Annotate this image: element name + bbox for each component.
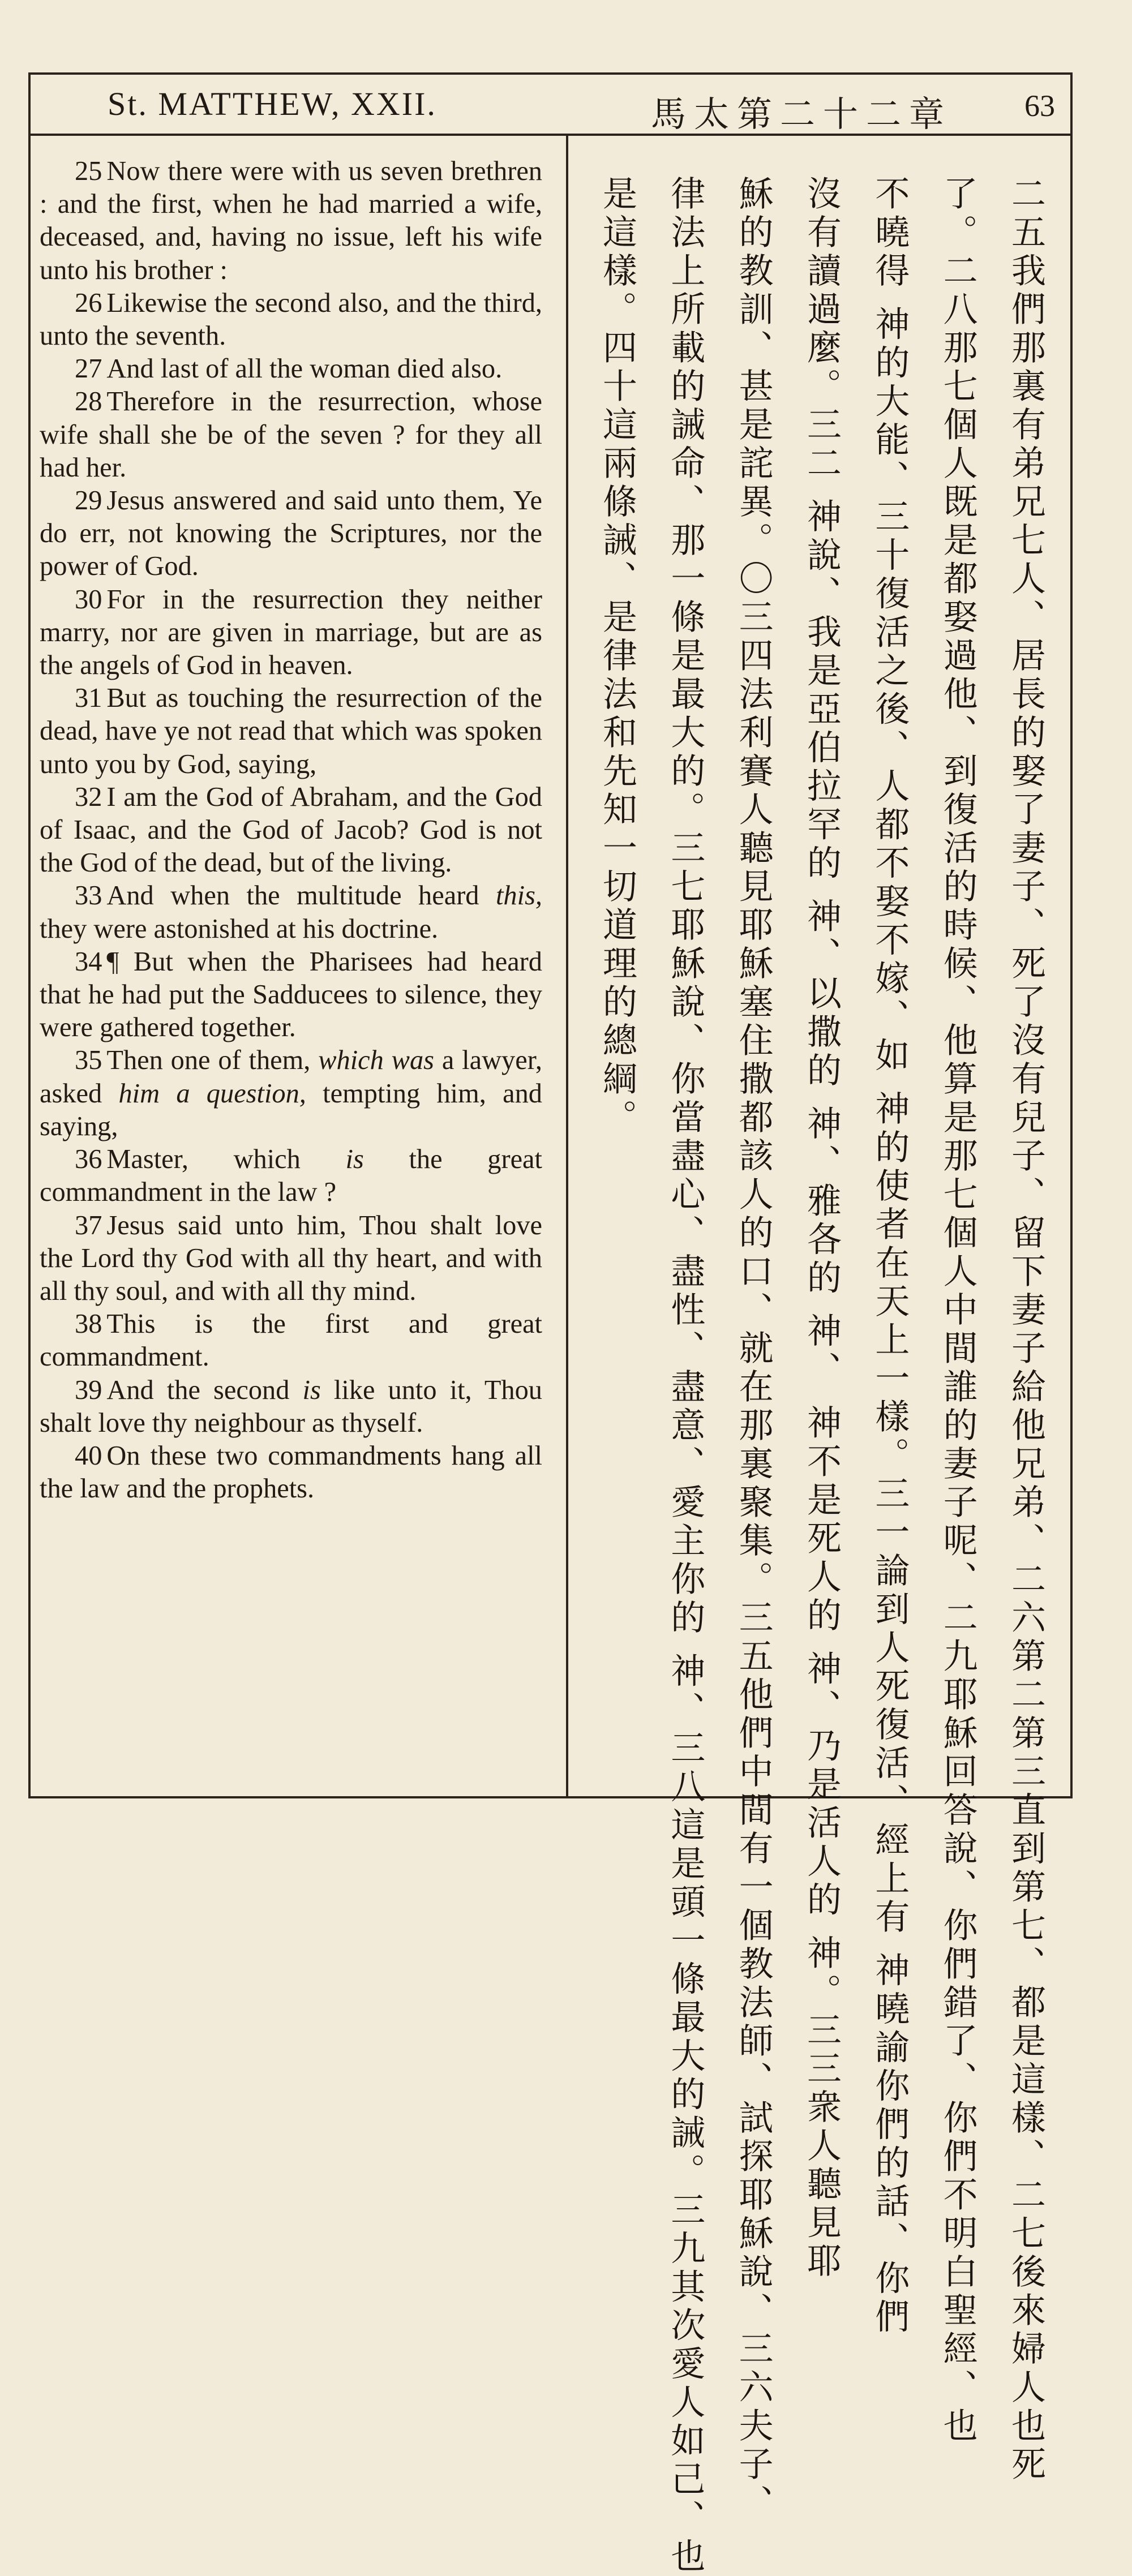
verse-text: a lawyer, asked [40, 1045, 542, 1109]
verse-number: 36 [75, 1144, 102, 1175]
verse-text-italic: this, [495, 881, 542, 911]
verse-number: 38 [75, 1309, 102, 1339]
verse-number: 29 [75, 486, 102, 516]
verse-number: 31 [75, 683, 102, 714]
verse-text: Jesus answered and said unto them, Ye do err, not knowing the Scriptures, nor the power of God. [40, 486, 542, 582]
verse-text: Jesus said unto him, Thou shalt love the Lord thy God with all thy heart, and with all thy soul, and with all thy mind. [40, 1210, 542, 1306]
english-verse [40, 1440, 542, 1505]
verse-number: 26 [75, 287, 102, 318]
english-verse [40, 1308, 542, 1373]
verse-text: But as touching the resurrection of the dead, have ye not read that which was spoken unto you by God, saying, [40, 683, 542, 779]
verse-number: 34 [75, 946, 102, 977]
verse-text: Then one of them, [106, 1045, 319, 1076]
verse-number: 30 [75, 584, 102, 615]
running-head-english: St. MATTHEW, XXII. [108, 85, 437, 122]
english-verse [40, 583, 542, 682]
verse-number: 28 [75, 387, 102, 417]
verse-number: 40 [75, 1440, 102, 1471]
verse-number: 39 [75, 1375, 102, 1405]
english-verse [40, 287, 542, 353]
verse-text: And last of all the woman died also. [106, 354, 503, 384]
column-divider [566, 136, 568, 1798]
chinese-line: 沒有讀過麼。三二 神說、我是亞伯拉罕的 神、以撒的 神、雅各的 神、 神不是死人的 神、乃是活人的 神。三三衆人聽見耶 [801, 175, 842, 2281]
verse-text-italic: which was [318, 1045, 434, 1076]
verse-number: 32 [75, 782, 102, 812]
chinese-line: 穌的教訓、甚是詫異。〇三四法利賽人聽見耶穌塞住撒都該人的口、就在那裏聚集。三五他們中間有一個教法師、試探耶穌說、三六夫子、 [733, 175, 774, 2523]
verse-text: And the second [106, 1375, 303, 1405]
verse-number: 27 [75, 354, 102, 384]
chinese-line: 二五我們那裏有弟兄七人、居長的娶了妻子、死了沒有兒子、留下妻子給他兄弟、二六第二第三直到第七、都是這樣、二七後來婦人也死 [1005, 175, 1046, 2484]
verse-text: Now there were with us seven brethren : and the first, when he had married a wife, deceased, and, having no issue, left his wife unto his brother : [40, 156, 542, 285]
chinese-line: 律法上所載的誡命、那一條是最大的。三七耶穌說、你當盡心、盡性、盡意、愛主你的 神、三八這是頭一條最大的誡。三九其次愛人如己、也 [665, 175, 706, 2576]
english-verse [40, 353, 542, 385]
verse-text: For in the resurrection they neither marry, nor are given in marriage, but are as the angels of God in heaven. [40, 584, 542, 681]
english-verse [40, 879, 542, 945]
verse-number: 25 [75, 156, 102, 186]
verse-text-italic: him a question, [118, 1078, 306, 1109]
english-column [40, 155, 542, 1505]
english-verse [40, 1374, 542, 1440]
chinese-line: 不曉得 神的大能、三十復活之後、人都不娶不嫁、如 神的使者在天上一樣。三一論到人死復活、經上有 神曉諭你們的話、你們 [869, 175, 910, 2337]
english-verse [40, 1044, 542, 1143]
page-number: 63 [1024, 89, 1055, 123]
english-verse [40, 781, 542, 880]
verse-text-italic: is [302, 1375, 321, 1405]
verse-text: Master, which [106, 1144, 346, 1175]
verse-text-italic: is [345, 1144, 364, 1175]
english-verse [40, 682, 542, 781]
english-verse [40, 484, 542, 583]
verse-text: the great commandment in the law ? [40, 1144, 542, 1208]
running-head-chinese: 馬太第二十二章 [651, 93, 953, 135]
verse-number: 37 [75, 1210, 102, 1240]
english-verse [40, 1143, 542, 1209]
verse-text: Likewise the second also, and the third, unto the seventh. [40, 287, 542, 351]
verse-number: 33 [75, 881, 102, 911]
english-verse [40, 946, 542, 1045]
chinese-line: 了。二八那七個人既是都娶過他、到復活的時候、他算是那七個人中間誰的妻子呢、二九耶穌回答說、你們錯了、你們不明白聖經、也 [937, 175, 978, 2446]
verse-text: tempting him, and saying, [40, 1078, 543, 1141]
verse-text: This is the first and great commandment. [40, 1309, 542, 1372]
verse-text: And when the multitude heard [106, 881, 496, 911]
verse-text: On these two commandments hang all the law and the prophets. [40, 1440, 542, 1504]
verse-text: they were astonished at his doctrine. [40, 913, 439, 944]
verse-text: ¶ But when the Pharisees had heard that he had put the Sadducees to silence, they were gathered together. [40, 946, 542, 1043]
verse-number: 35 [75, 1045, 102, 1076]
verse-text: like unto it, Thou shalt love thy neighbour as thyself. [40, 1375, 542, 1438]
chinese-column [589, 175, 1054, 2576]
english-verse [40, 1209, 542, 1308]
chinese-line: 是這樣。四十這兩條誡、是律法和先知一切道理的總綱。 [597, 175, 637, 1137]
verse-text: I am the God of Abraham, and the God of Isaac, and the God of Jacob? God is not the God of the dead, but of the living. [40, 782, 542, 878]
english-verse [40, 385, 542, 484]
verse-text: Therefore in the resurrection, whose wife shall she be of the seven ? for they all had her. [40, 387, 542, 483]
english-verse [40, 155, 542, 287]
